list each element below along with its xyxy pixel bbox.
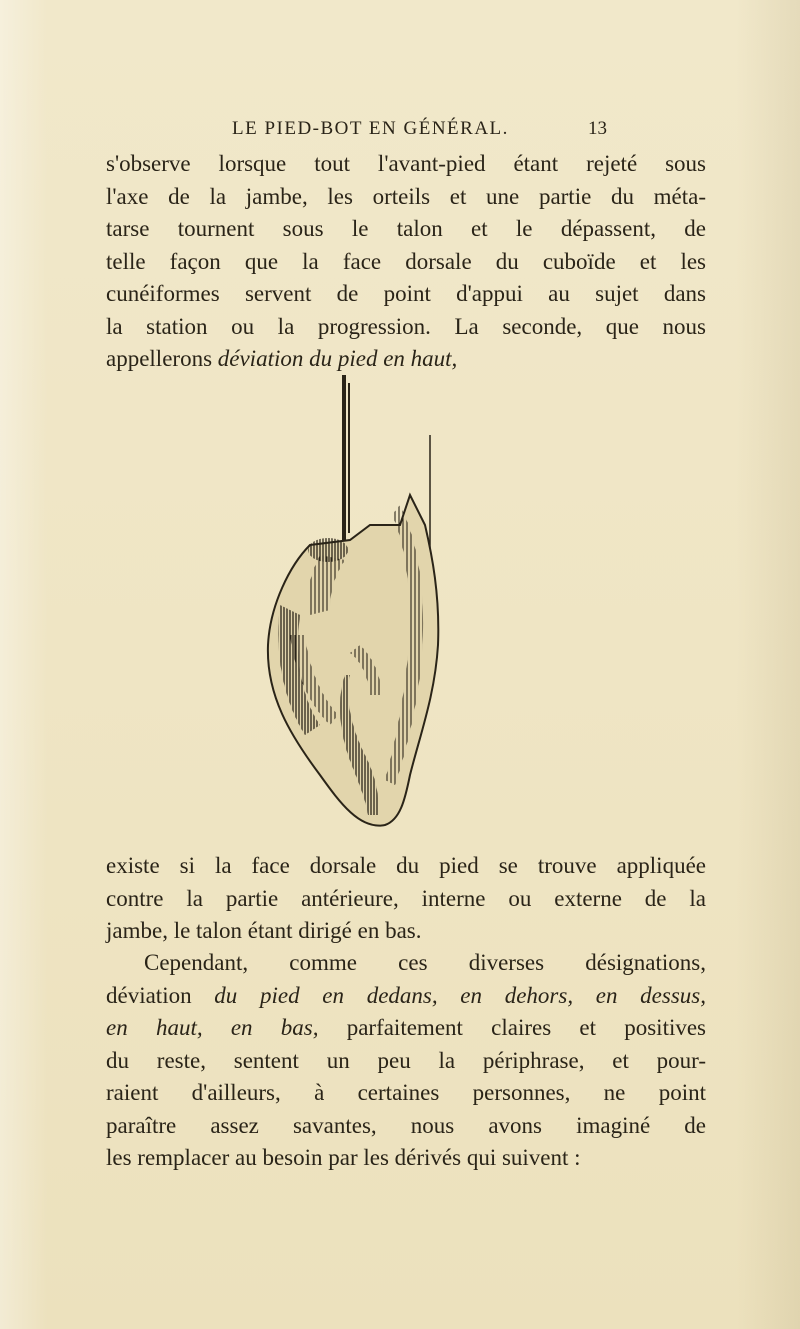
text-fragment: parfaitement claires et positives xyxy=(318,1015,707,1040)
italic-term: du pied en dedans, en dehors, en dessus, xyxy=(214,982,706,1008)
text-line: cunéiformes servent de point d'appui au sujet dans xyxy=(106,281,706,306)
text-fragment: appellerons xyxy=(106,346,218,371)
text-line xyxy=(106,343,706,376)
text-line: paraître assez savantes, nous avons imaginé de xyxy=(106,1112,706,1138)
text-line: l'axe de la jambe, les orteils et une partie du méta- xyxy=(106,183,706,209)
paragraph-3 xyxy=(106,947,706,1175)
text-line: jambe, le talon étant dirigé en bas. xyxy=(106,918,422,943)
paragraph-2 xyxy=(106,850,706,948)
text-line: Cependant, comme ces diverses désignations, xyxy=(144,950,706,975)
text-line: tarse tournent sous le talon et le dépassent, de xyxy=(106,216,706,241)
foot-illustration-icon xyxy=(250,375,450,830)
page-header xyxy=(0,118,800,148)
text-line xyxy=(106,980,706,1013)
text-line: du reste, sentent un peu la périphrase, et pour- xyxy=(106,1047,706,1073)
text-line: telle façon que la face dorsale du cuboïde et les xyxy=(106,248,706,274)
text-fragment: déviation xyxy=(106,982,215,1008)
italic-term: en haut, en bas, xyxy=(106,1015,319,1040)
running-title: LE PIED-BOT EN GÉNÉRAL. xyxy=(232,118,509,139)
text-line: la station ou la progression. La seconde, que nous xyxy=(106,313,706,339)
text-line: raient d'ailleurs, à certaines personnes, ne point xyxy=(106,1080,706,1105)
paragraph-1 xyxy=(106,148,706,376)
text-line: existe si la face dorsale du pied se trouve appliquée xyxy=(106,853,706,878)
text-line: s'observe lorsque tout l'avant-pied étant rejeté sous xyxy=(106,151,706,176)
page-number: 13 xyxy=(588,118,607,139)
text-line: les remplacer au besoin par les dérivés qui suivent : xyxy=(106,1145,581,1170)
italic-term: déviation du pied en haut, xyxy=(217,346,458,371)
text-line xyxy=(106,1012,706,1045)
text-line: contre la partie antérieure, interne ou externe de la xyxy=(106,885,706,911)
